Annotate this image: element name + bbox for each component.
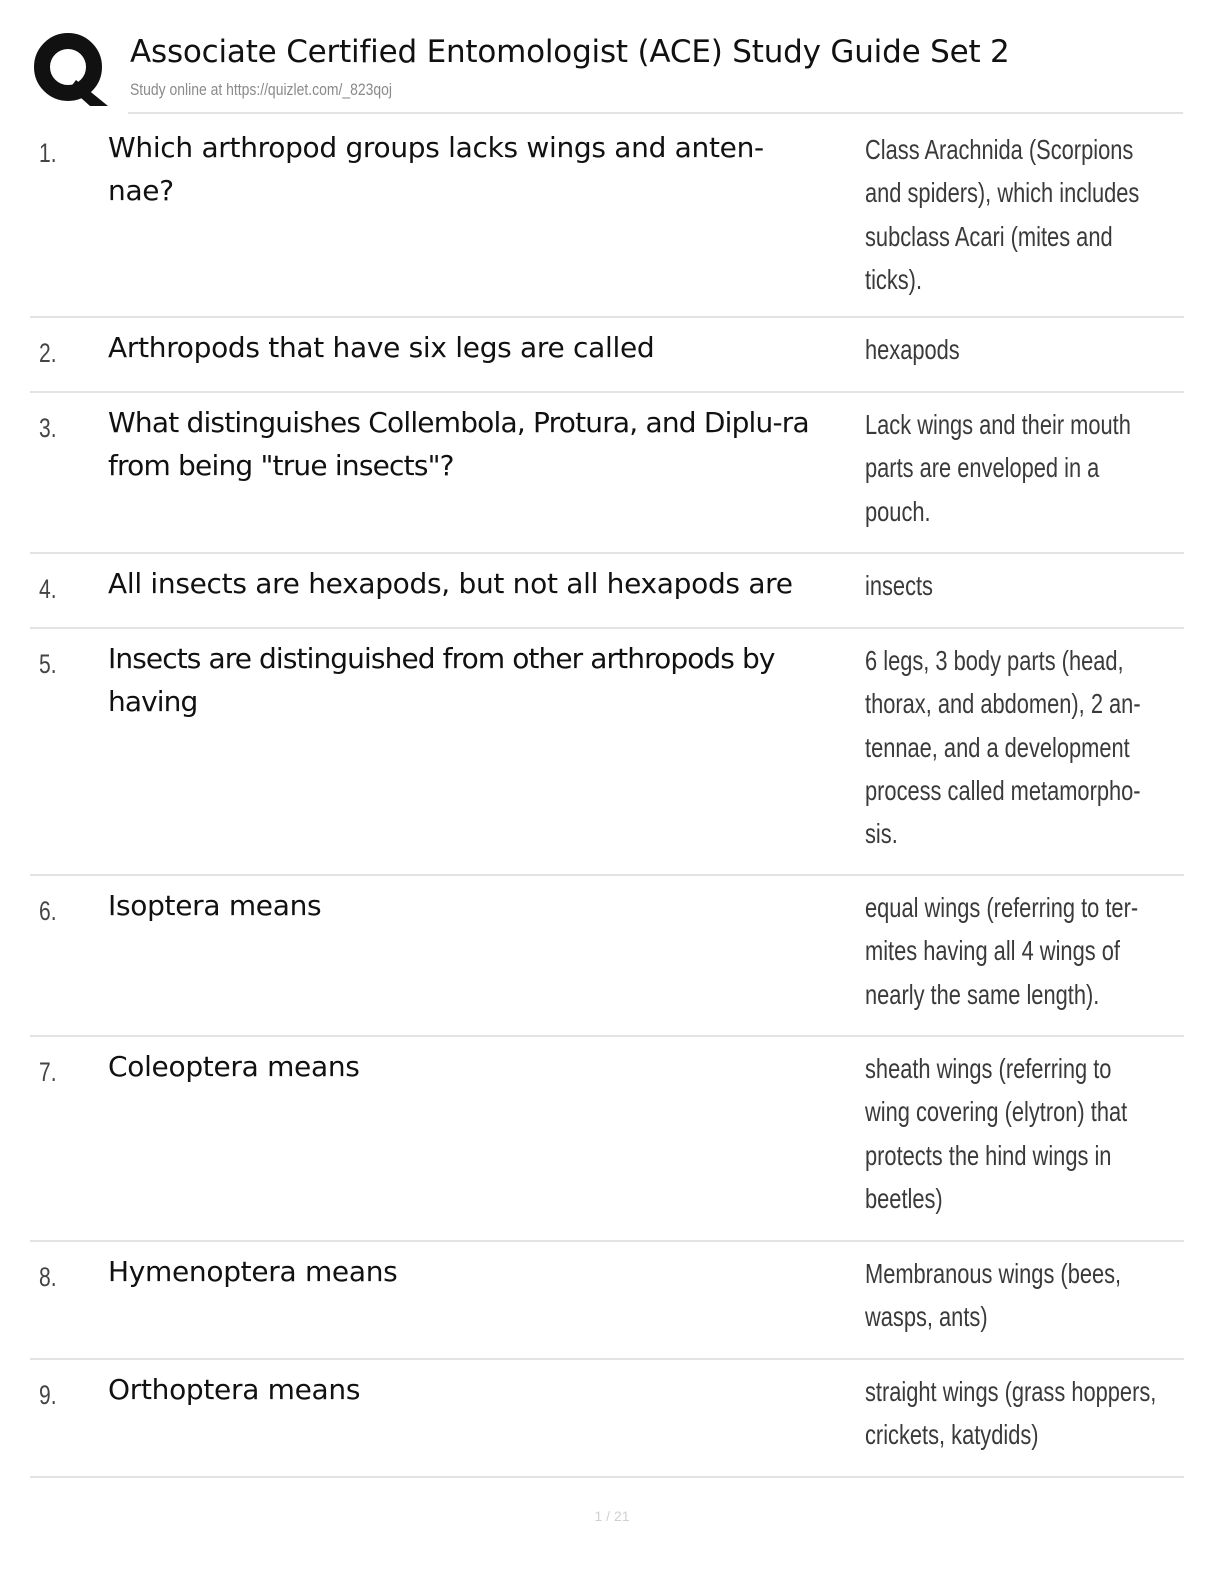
card-definition: hexapods xyxy=(865,334,960,365)
card-number: 6. xyxy=(39,896,57,926)
flashcard xyxy=(30,876,1184,1037)
card-term: All insects are hexapods, but not all hexapods are xyxy=(108,567,793,600)
page-number: 1 / 21 xyxy=(594,1508,630,1524)
card-term: Orthoptera means xyxy=(108,1373,361,1406)
study-online-link[interactable]: Study online at https://quizlet.com/_823qoj xyxy=(130,80,392,99)
card-number: 5. xyxy=(39,649,57,679)
flashcard xyxy=(30,1360,1184,1478)
header-divider xyxy=(128,112,1183,114)
card-term: Isoptera means xyxy=(108,889,322,922)
card-definition: 6 legs, 3 body parts (head, thorax, and abdomen), 2 an-tennae, and a development process called metamorpho-sis. xyxy=(865,645,1141,850)
card-number: 9. xyxy=(39,1380,57,1410)
flashcard xyxy=(30,318,1184,393)
card-definition: Lack wings and their mouth parts are enveloped in a pouch. xyxy=(865,409,1131,527)
card-definition: Class Arachnida (Scorpions and spiders), which includes subclass Acari (mites and ticks). xyxy=(865,134,1140,295)
flashcard xyxy=(30,629,1184,876)
flashcard xyxy=(30,554,1184,629)
document-title: Associate Certified Entomologist (ACE) Study Guide Set 2 xyxy=(130,34,1010,70)
flashcard-list xyxy=(30,118,1184,1478)
card-term: Arthropods that have six legs are called xyxy=(108,331,655,364)
card-number: 2. xyxy=(39,338,57,368)
card-definition: straight wings (grass hoppers, crickets, katydids) xyxy=(865,1376,1157,1451)
card-number: 1. xyxy=(39,138,57,168)
card-term: Hymenoptera means xyxy=(108,1255,398,1288)
flashcard xyxy=(30,1242,1184,1360)
flashcard xyxy=(30,393,1184,554)
card-number: 3. xyxy=(39,413,57,443)
card-number: 4. xyxy=(39,574,57,604)
card-definition: sheath wings (referring to wing covering (elytron) that protects the hind wings in beetles) xyxy=(865,1053,1128,1214)
flashcard xyxy=(30,1037,1184,1242)
card-definition: equal wings (referring to ter-mites having all 4 wings of nearly the same length). xyxy=(865,892,1139,1010)
card-number: 8. xyxy=(39,1262,57,1292)
card-term: Which arthropod groups lacks wings and anten-nae? xyxy=(108,131,764,207)
flashcard xyxy=(30,118,1184,318)
card-definition: Membranous wings (bees, wasps, ants) xyxy=(865,1258,1122,1333)
document-header xyxy=(32,30,1184,114)
quizlet-q-logo-icon xyxy=(32,30,110,108)
card-definition: insects xyxy=(865,570,933,601)
card-term: Coleoptera means xyxy=(108,1050,360,1083)
card-number: 7. xyxy=(39,1057,57,1087)
card-term: Insects are distinguished from other arthropods by having xyxy=(108,642,775,718)
card-term: What distinguishes Collembola, Protura, and Diplu-ra from being "true insects"? xyxy=(108,406,809,482)
